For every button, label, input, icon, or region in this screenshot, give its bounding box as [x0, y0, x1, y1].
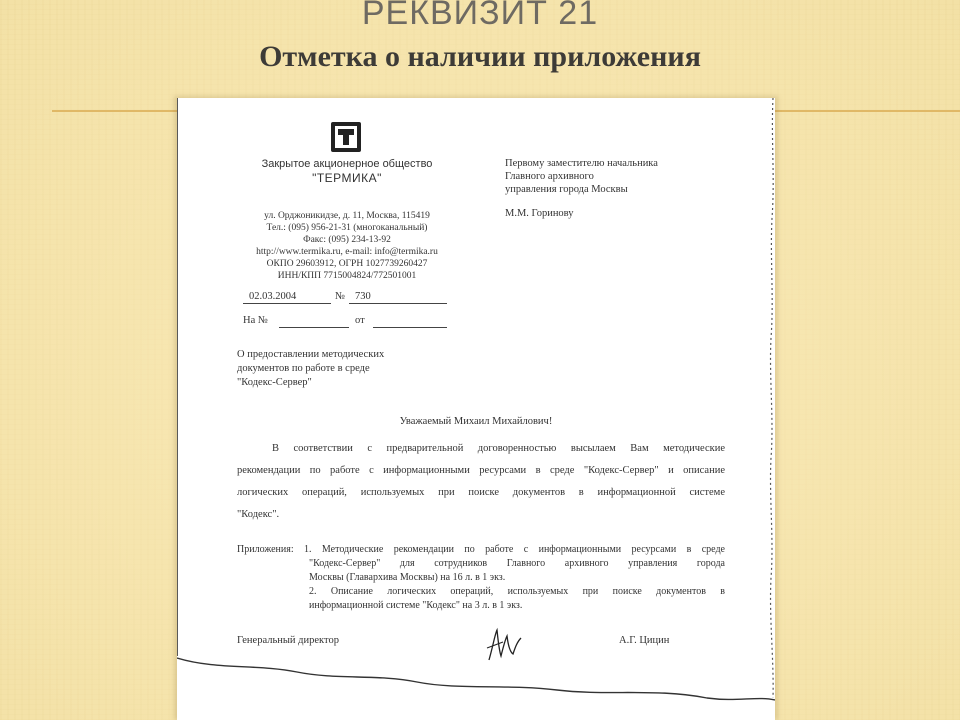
org-web: http://www.termika.ru, e-mail: info@termika.ru [256, 247, 438, 257]
slide-title: РЕКВИЗИТ 21 [361, 0, 599, 32]
attachment-1-line-3: Москвы (Главархива Москвы) на 16 л. в 1 экз. [309, 572, 506, 583]
org-name: "ТЕРМИКА" [312, 171, 382, 185]
body-line-2: рекомендации по работе с информационными ресурсами в среде "Кодекс-Сервер" и описание [237, 465, 725, 476]
org-address: ул. Орджоникидзе, д. 11, Москва, 115419 [264, 211, 430, 221]
slide-subtitle: Отметка о наличии приложения [259, 40, 701, 73]
body-line-1: В соответствии с предварительной договоренностью высылаем Вам методические [272, 443, 725, 454]
recipient-line-1: Первому заместителю начальника [505, 158, 658, 169]
attachment-1-line-2: "Кодекс-Сервер" для сотрудников Главного архивного управления города [309, 558, 725, 569]
org-phone: Тел.: (095) 956-21-31 (многоканальный) [266, 223, 428, 233]
number-underline [349, 303, 447, 304]
ref-underline [279, 327, 349, 328]
subject-line-3: "Кодекс-Сервер" [237, 377, 312, 388]
ref-label: На № [243, 315, 268, 326]
from-label: от [355, 315, 365, 326]
letter-number: 730 [355, 291, 371, 302]
recipient-line-3: управления города Москвы [505, 184, 628, 195]
attachment-2-line-1: 2. Описание логических операций, используемых при поиске документов в [309, 586, 725, 597]
recipient-line-2: Главного архивного [505, 171, 594, 182]
attachments-label: Приложения: 1. Методические рекомендации по работе с информационными ресурсами в среде [237, 544, 725, 555]
number-label: № [335, 291, 346, 302]
date-underline [243, 303, 331, 304]
letter-scan [177, 98, 775, 720]
torn-edge-icon [177, 98, 775, 720]
signature-icon [483, 626, 527, 666]
company-logo-icon [331, 122, 361, 152]
decorative-rule-right [775, 110, 960, 112]
decorative-rule-left [52, 110, 178, 112]
org-inn: ИНН/КПП 7715004824/772501001 [277, 271, 417, 281]
signer-title: Генеральный директор [237, 635, 339, 646]
org-type: Закрытое акционерное общество [261, 158, 433, 170]
letter-date: 02.03.2004 [249, 291, 297, 302]
subject-line-2: документов по работе в среде [237, 363, 370, 374]
org-okpo: ОКПО 29603912, ОГРН 1027739260427 [266, 259, 428, 269]
signer-name: А.Г. Цицин [619, 635, 670, 646]
body-line-4: "Кодекс". [237, 509, 280, 520]
salutation: Уважаемый Михаил Михайлович! [399, 416, 553, 427]
org-fax: Факс: (095) 234-13-92 [303, 235, 391, 245]
from-underline [373, 327, 447, 328]
attachment-2-line-2: информационной системе "Кодекс" на 3 л. в 1 экз. [309, 600, 523, 611]
body-line-3: логических операций, используемых при поиске документов в информационной системе [237, 487, 725, 498]
recipient-name: М.М. Горинову [505, 208, 574, 219]
subject-line-1: О предоставлении методических [237, 349, 385, 360]
